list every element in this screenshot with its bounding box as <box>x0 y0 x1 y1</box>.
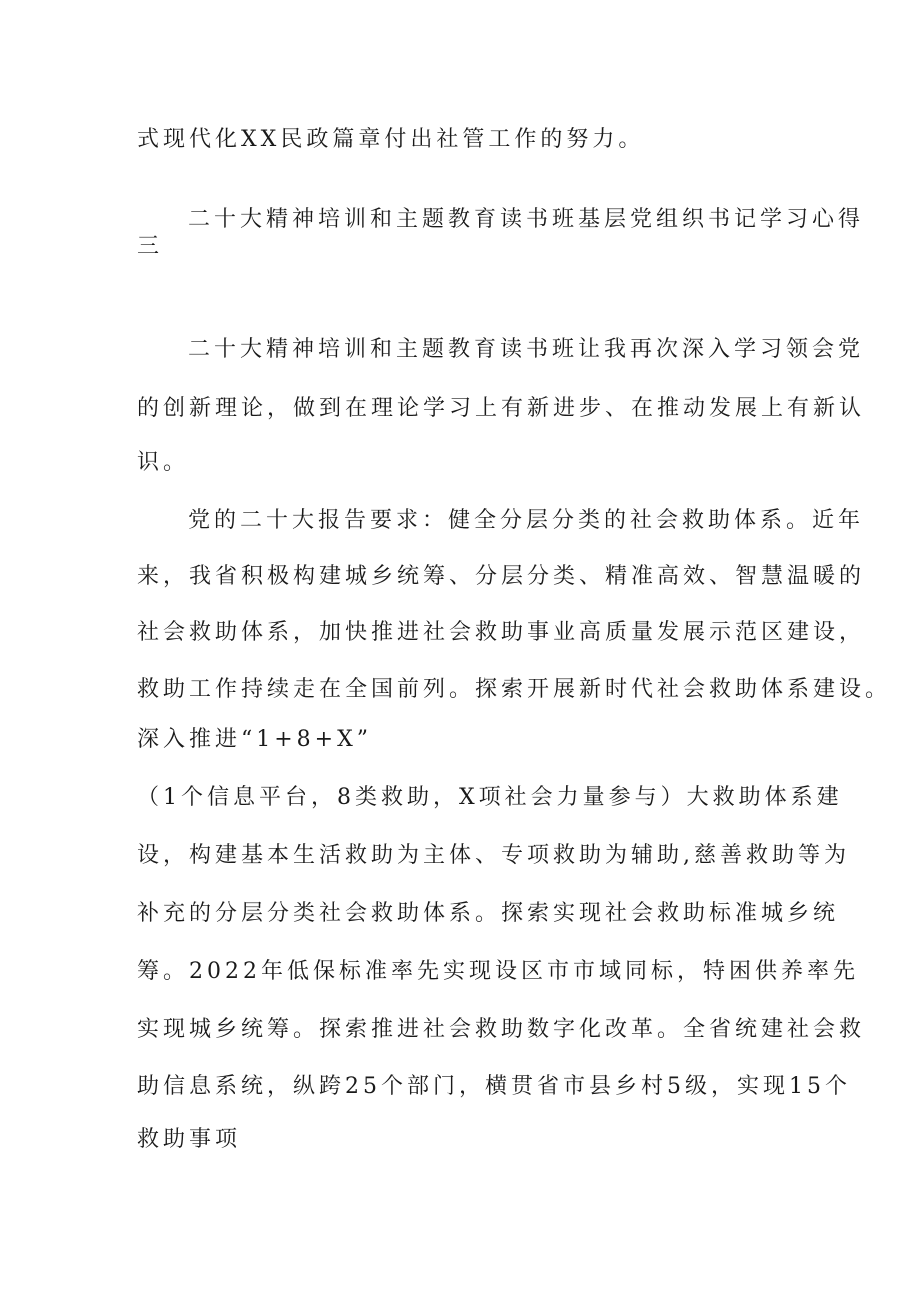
paragraph-line: 设，构建基本生活救助为主体、专项救助为辅助,慈善救助等为 <box>137 843 850 868</box>
section-heading-line: 二十大精神培训和主题教育读书班基层党组织书记学习心得 <box>188 207 865 232</box>
paragraph-line: 实现城乡统筹。探索推进社会救助数字化改革。全省统建社会救 <box>137 1017 866 1042</box>
section-heading-line: 三 <box>137 234 164 259</box>
paragraph-line: 助信息系统，纵跨25个部门，横贯省市县乡村5级，实现15个 <box>137 1074 851 1099</box>
paragraph-line: 来，我省积极构建城乡统筹、分层分类、精准高效、智慧温暖的 <box>137 564 866 589</box>
paragraph-line: 识。 <box>137 450 190 475</box>
paragraph-line: 二十大精神培训和主题教育读书班让我再次深入学习领会党 <box>188 337 865 362</box>
paragraph-line: 党的二十大报告要求：健全分层分类的社会救助体系。近年 <box>188 508 865 533</box>
paragraph-line: 救助工作持续走在全国前列。探索开展新时代社会救助体系建设。 <box>137 677 892 702</box>
paragraph-line: 式现代化XX民政篇章付出社管工作的努力。 <box>137 127 645 152</box>
paragraph-line: 深入推进“1+8+X” <box>137 727 373 752</box>
paragraph-line: （1个信息平台，8类救助，X项社会力量参与）大救助体系建 <box>137 785 843 810</box>
paragraph-line: 社会救助体系，加快推进社会救助事业高质量发展示范区建设， <box>137 620 866 645</box>
paragraph-line: 救助事项 <box>137 1127 242 1152</box>
paragraph-line: 筹。2022年低保标准率先实现设区市市域同标，特困供养率先 <box>137 959 859 984</box>
paragraph-line: 的创新理论，做到在理论学习上有新进步、在推动发展上有新认 <box>137 396 866 421</box>
paragraph-line: 补充的分层分类社会救助体系。探索实现社会救助标准城乡统 <box>137 901 840 926</box>
